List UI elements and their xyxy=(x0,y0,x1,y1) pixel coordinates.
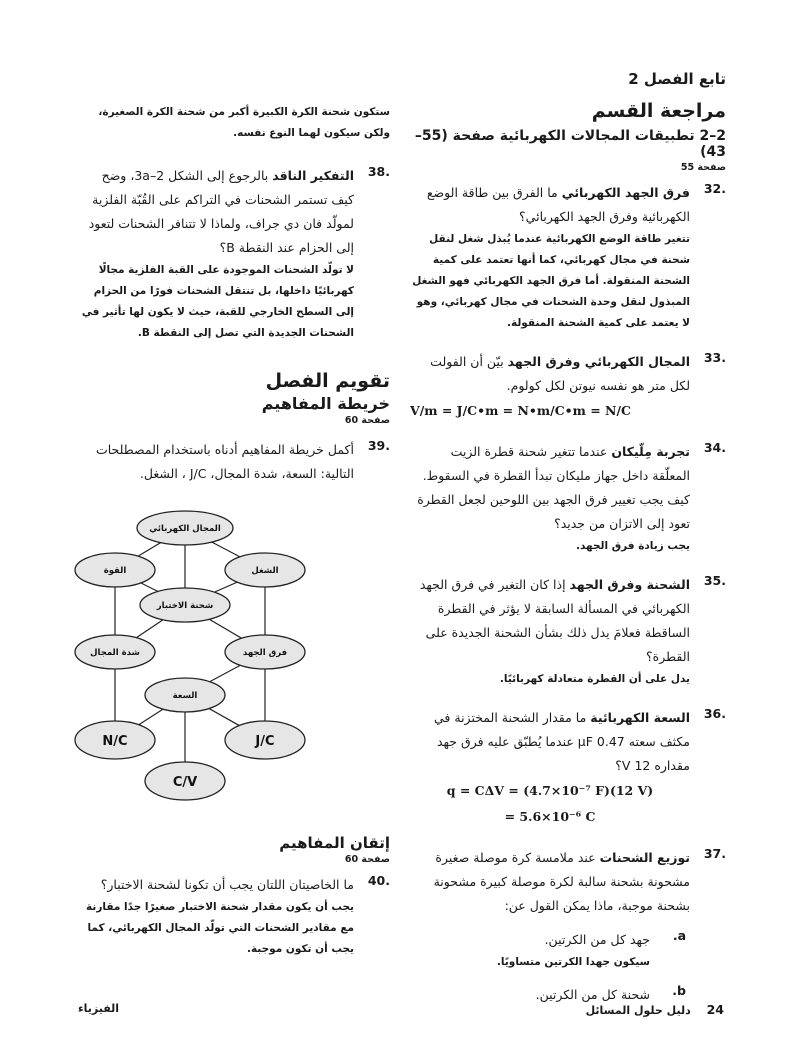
question-keyword: فرق الجهد الكهربائي xyxy=(561,185,690,200)
label-test-charge: شحنة الاختبار xyxy=(156,601,214,611)
question-text xyxy=(410,181,690,229)
answer: تتغير طاقة الوضع الكهربائية عندما يُبذل شغل لنقل شحنة في مجال كهربائي، كما أنها تعتمد على كمية الشحنة المنقولة. أما فرق الجهد الكهربائي فهو الشغل المبذول لنقل وحدة الشحنات في مجال كهربائي، وهو لا يعتمد على كمية الشحنة المنقولة. xyxy=(412,233,690,329)
question-number: .34 xyxy=(703,440,726,455)
question-number: .37 xyxy=(703,846,726,861)
label-field-strength: شدة المجال xyxy=(90,648,140,658)
sub-letter: b. xyxy=(672,983,686,998)
guide-title: دليل حلول المسائل xyxy=(585,1004,691,1017)
label-electric-field: المجال الكهربائي xyxy=(149,524,221,534)
page-number: 24 xyxy=(706,1002,724,1017)
concept-map xyxy=(70,498,382,808)
label-jc: J/C xyxy=(255,734,275,749)
mastery-title: إتقان المفاهيم xyxy=(279,834,390,852)
question-text xyxy=(410,706,690,778)
mastery-section xyxy=(78,834,390,976)
question-35 xyxy=(410,573,726,690)
equation-1: q = CΔV = (4.7×10⁻⁷ F)(12 V) xyxy=(446,783,654,798)
question-number: .38 xyxy=(367,164,390,179)
question-text xyxy=(410,440,690,536)
question-number: .33 xyxy=(703,350,726,365)
question-number: .39 xyxy=(367,438,390,453)
question-keyword: تجربة مِلّيكان xyxy=(611,444,690,459)
question-number: .40 xyxy=(367,873,390,888)
answer-37b-continued: ستكون شحنة الكرة الكبيرة أكبر من شحنة الكرة الصغيرة، ولكن سيكون لهما النوع نفسه. xyxy=(98,106,390,139)
right-column xyxy=(410,70,726,1023)
footer-subject: الفيزياء xyxy=(78,1002,120,1015)
question-body: ما الفرق بين طاقة الوضع الكهربائية وفرق الجهد الكهربائي؟ xyxy=(426,185,690,224)
chapter-evaluation xyxy=(78,370,390,426)
answer: لا تولّد الشحنات الموجودة على القبة الفلزية مجالًا كهربائيًا داخلها، بل تنتقل الشحنات فورًا من الحزام إلى السطح الخارجي للقبة، حيث لا يكون لها تأثير في الشحنات الجديدة التي تصل إلى النقطة B. xyxy=(81,264,354,339)
sub-letter: a. xyxy=(672,928,686,943)
sub-question-text: شحنة كل من الكرتين. xyxy=(535,987,650,1002)
question-39 xyxy=(78,438,390,486)
label-force: القوة xyxy=(103,566,127,576)
question-body: عندما تتغير شحنة قطرة الزيت المعلّقة داخل جهاز مليكان تبدأ القطرة في السقوط. كيف يجب تغيير فرق الجهد بين اللوحين لجعل القطرة تعود إلى الاتزان من جديد؟ xyxy=(417,444,690,531)
sub-question-text: جهد كل من الكرتين. xyxy=(544,932,650,947)
label-potential-difference: فرق الجهد xyxy=(242,648,288,658)
mastery-page: صفحة 60 xyxy=(344,854,390,865)
label-work: الشغل xyxy=(251,566,279,576)
answer: يجب أن يكون مقدار شحنة الاختبار صغيرًا جدًا مقارنة مع مقادير الشحنات التي تولّد المجال الكهربائي، كما يجب أن تكون موجبة. xyxy=(86,901,354,955)
question-number: .32 xyxy=(703,181,726,196)
question-34 xyxy=(410,440,726,557)
question-keyword: توزيع الشحنات xyxy=(599,850,690,865)
label-nc: N/C xyxy=(102,734,128,749)
chapter-continued: تابع الفصل 2 xyxy=(628,70,726,88)
concept-map-title: خريطة المفاهيم xyxy=(261,394,390,413)
section-subtitle: 2–2 تطبيقات المجالات الكهربائية صفحة (55–43) xyxy=(414,128,726,160)
question-body: عند ملامسة كرة موصلة صغيرة مشحونة بشحنة سالبة لكرة موصلة كبيرة مشحونة بشحنة موجبة، ماذا يمكن القول عن: xyxy=(433,850,690,913)
question-text xyxy=(410,350,690,398)
question-text: أكمل خريطة المفاهيم أدناه باستخدام المصطلحات التالية: السعة، شدة المجال، J/C ، الشغل. xyxy=(95,442,354,481)
answer: يجب زيادة فرق الجهد. xyxy=(576,540,690,552)
question-38 xyxy=(78,164,390,344)
question-36 xyxy=(410,706,726,830)
question-body: ما مقدار الشحنة المختزنة في مكثف سعته 0.47 μF عندما يُطبّق عليه فرق جهد مقداره 12 V؟ xyxy=(434,710,690,773)
question-text xyxy=(78,164,354,260)
footer-guide xyxy=(586,1002,724,1017)
question-keyword: المجال الكهربائي وفرق الجهد xyxy=(507,354,690,369)
chapter-eval-title: تقويم الفصل xyxy=(265,370,390,392)
question-32 xyxy=(410,181,726,334)
equation-2: = 5.6×10⁻⁶ C xyxy=(504,809,596,824)
concept-map-page: صفحة 60 xyxy=(344,415,390,426)
label-cv: C/V xyxy=(172,775,198,790)
question-40 xyxy=(78,873,390,960)
question-number: .36 xyxy=(703,706,726,721)
question-keyword: السعة الكهربائية xyxy=(590,710,690,725)
question-37 xyxy=(410,846,726,1007)
question-keyword: الشحنة وفرق الجهد xyxy=(569,577,690,592)
question-number: .35 xyxy=(703,573,726,588)
sub-question-a xyxy=(410,928,690,973)
question-body: بيّن أن الفولت لكل متر هو نفسه نيوتن لكل كولوم. xyxy=(430,354,690,393)
question-keyword: التفكير الناقد xyxy=(272,168,354,183)
section-review-title: مراجعة القسم xyxy=(591,100,726,122)
equation: V/m = J/C•m = N•m/C•m = N/C xyxy=(410,403,631,418)
left-column xyxy=(78,102,390,502)
question-body: بالرجوع إلى الشكل 3a–2، وضح كيف تستمر الشحنات في التراكم على القُبّة الفلزية لمولّد فان دي جراف، ولماذا لا تتنافر الشحنات لتعود إلى الحزام عند النقطة B؟ xyxy=(88,168,354,255)
question-text xyxy=(410,846,690,918)
question-text xyxy=(410,573,690,669)
question-body: إذا كان التغير في فرق الجهد الكهربائي في المسألة السابقة لا يؤثر في القطرة الساقطة فعلامَ يدل ذلك بشأن الشحنة الجديدة على القطرة؟ xyxy=(419,577,690,664)
label-capacitance: السعة xyxy=(172,691,198,701)
answer: سيكون جهدا الكرتين متساويًا. xyxy=(496,956,650,968)
question-text: ما الخاصيتان اللتان يجب أن تكونا لشحنة الاختبار؟ xyxy=(100,877,354,892)
question-33 xyxy=(410,350,726,424)
answer: يدل على أن القطرة متعادلة كهربائيًا. xyxy=(499,673,690,685)
page-reference: صفحة 55 xyxy=(680,162,726,173)
